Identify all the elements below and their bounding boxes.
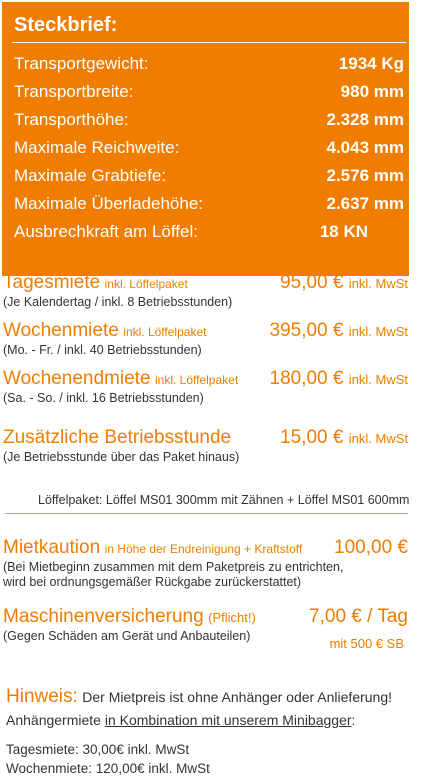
price-amount: [334, 537, 408, 559]
spec-label: Maximale Grabtiefe:: [14, 166, 167, 185]
price-name: Wochenmiete: [3, 320, 119, 341]
spec-row-ausbrechkraft: [14, 222, 404, 248]
spec-row-ueberladehoehe: [14, 194, 404, 220]
price-sub: (Bei Mietbeginn zusammen mit dem Paketpreis zu entrichten,: [3, 560, 344, 574]
price-amount: [309, 606, 408, 628]
spec-value: 2.328 mm: [326, 110, 404, 129]
spec-row-grabtiefe: [14, 166, 404, 192]
price-value: 395,00 €: [269, 320, 344, 341]
hinweis-suffix: :: [351, 712, 356, 728]
price-tagesmiete: [3, 272, 408, 309]
spec-label: Maximale Reichweite:: [14, 138, 180, 157]
price-value: 7,00 € / Tag: [309, 606, 408, 627]
price-sub: (Je Kalendertag / inkl. 8 Betriebsstunden): [3, 295, 233, 309]
price-value: 180,00 €: [269, 368, 344, 389]
spec-box: [2, 2, 409, 276]
price-versicherung: [3, 606, 408, 651]
price-amount: [270, 368, 408, 390]
spec-label: Ausbrechkraft am Löffel:: [14, 222, 198, 241]
price-name: Zusätzliche Betriebsstunde: [3, 427, 232, 448]
spec-label: Maximale Überladehöhe:: [14, 194, 203, 213]
price-sub: (Mo. - Fr. / inkl. 40 Betriebsstunden): [3, 343, 202, 357]
price-inc: inkl. MwSt: [348, 276, 408, 291]
price-value: 15,00 €: [280, 427, 344, 448]
spec-value: 2.637 mm: [326, 194, 404, 213]
spec-label: Transportbreite:: [14, 82, 134, 101]
price-mietkaution: [3, 537, 408, 589]
spec-label: Transporthöhe:: [14, 110, 129, 129]
hinweis-label: Hinweis:: [6, 686, 78, 707]
price-inc: inkl. MwSt: [348, 324, 408, 339]
price-note: in Höhe der Endreinigung + Kraftstoff: [104, 542, 303, 556]
spec-row-transporthoehe: [14, 110, 404, 136]
price-note: inkl. Löffelpaket: [104, 277, 188, 291]
hinweis-line2: [6, 712, 411, 728]
price-name: Wochenendmiete: [3, 368, 151, 389]
price-name: Mietkaution: [3, 537, 101, 558]
price-amount: [270, 320, 408, 342]
price-note: inkl. Löffelpaket: [154, 373, 239, 387]
price-sub-2: wird bei ordnungsgemäßer Rückgabe zurückerstattet): [3, 575, 302, 589]
price-betriebsstunde: [3, 427, 408, 464]
price-note: (Pflicht!): [208, 610, 256, 625]
price-wochenendmiete: [3, 368, 408, 405]
spec-value: 4.043 mm: [326, 138, 404, 157]
hinweis-prefix: Anhängermiete: [6, 712, 105, 728]
spec-row-transportgewicht: [14, 54, 404, 80]
minibagger-link[interactable]: in Kombination mit unserem Minibagger: [104, 712, 352, 728]
price-sub: (Sa. - So. / inkl. 16 Betriebsstunden): [3, 391, 204, 405]
anhaenger-tagesmiete: Tagesmiete: 30,00€ inkl. MwSt: [6, 742, 190, 757]
price-inc: inkl. MwSt: [348, 372, 408, 387]
price-sb: mit 500 € SB: [329, 636, 404, 651]
price-sub: (Gegen Schäden am Gerät und Anbauteilen): [3, 629, 251, 643]
price-value: 95,00 €: [280, 272, 344, 293]
spec-value: 2.576 mm: [326, 166, 404, 185]
price-inc: inkl. MwSt: [348, 431, 408, 446]
anhaenger-wochenmiete: Wochenmiete: 120,00€ inkl. MwSt: [6, 761, 210, 776]
price-name: Maschinenversicherung: [3, 606, 204, 627]
loeffelpaket-text: Löffelpaket: Löffel MS01 300mm mit Zähnen + Löffel MS01 600mm: [38, 493, 410, 507]
spec-row-reichweite: [14, 138, 404, 164]
spec-value: 1934 Kg: [338, 54, 404, 73]
price-sub: (Je Betriebsstunde über das Paket hinaus): [3, 450, 240, 464]
spec-divider: [12, 42, 406, 43]
price-value: 100,00 €: [334, 537, 408, 558]
price-name: Tagesmiete: [3, 272, 101, 293]
spec-title: Steckbrief:: [14, 14, 118, 36]
price-amount: [280, 272, 408, 294]
section-divider: [5, 513, 408, 514]
hinweis-block: [6, 686, 411, 728]
hinweis-text: Der Mietpreis ist ohne Anhänger oder Anlieferung!: [82, 689, 393, 705]
spec-label: Transportgewicht:: [14, 54, 149, 73]
spec-value: 18 KN: [319, 222, 368, 241]
spec-row-transportbreite: [14, 82, 404, 108]
price-note: inkl. Löffelpaket: [123, 325, 207, 339]
spec-value: 980 mm: [340, 82, 404, 101]
price-amount: [280, 427, 408, 449]
price-wochenmiete: [3, 320, 408, 357]
